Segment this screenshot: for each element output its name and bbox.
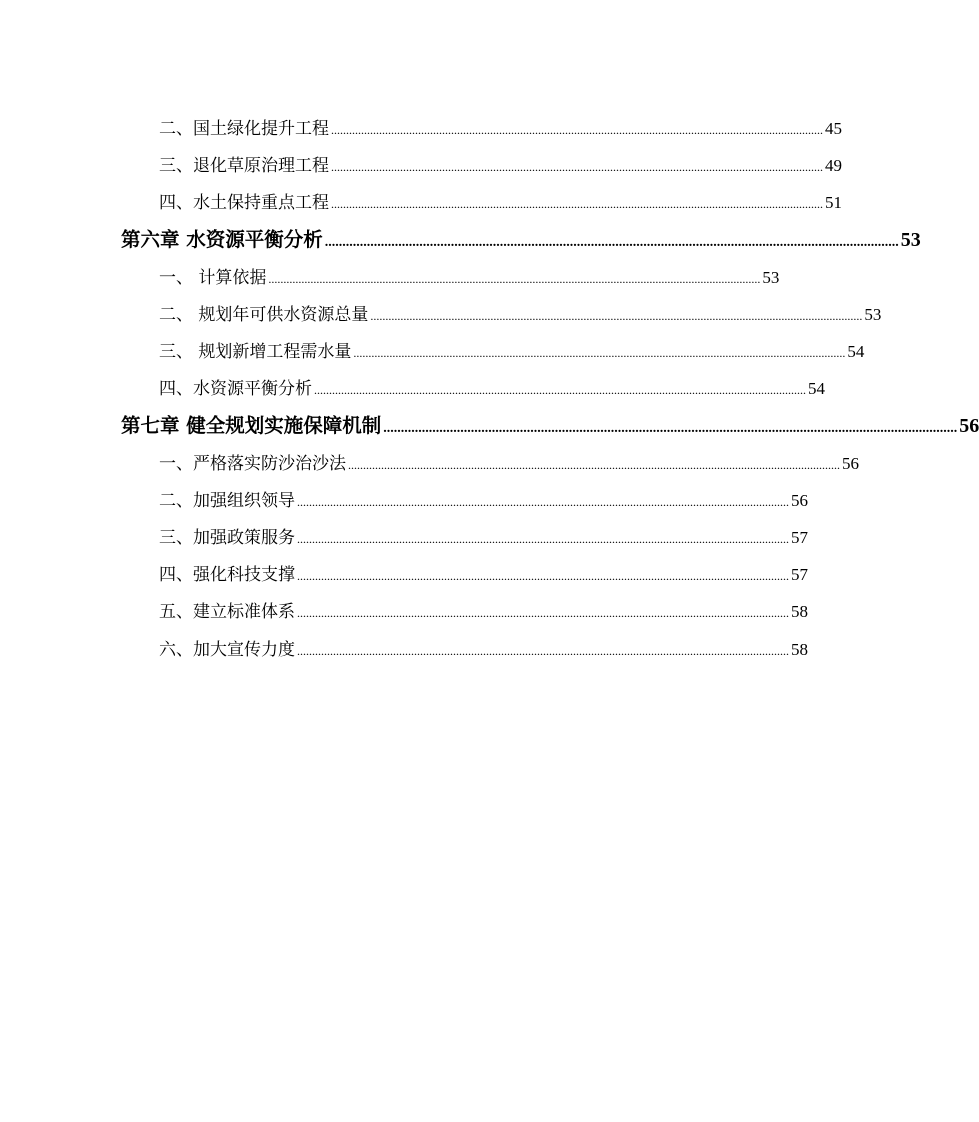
- toc-entry-organizational-leadership[interactable]: [159, 487, 808, 515]
- toc-dot-leader: ....................................................................................................................................................................: [353, 346, 846, 360]
- toc-dot-leader: ....................................................................................................................................................................: [331, 197, 823, 211]
- toc-entry-title: 二、加强组织领导: [159, 491, 295, 511]
- toc-entry-page: 58: [791, 640, 808, 659]
- toc-entry-soil-conservation[interactable]: [159, 189, 842, 217]
- toc-entry-title: 六、加大宣传力度: [159, 640, 295, 660]
- toc-chapter-7[interactable]: [121, 412, 979, 440]
- toc-entry-title: 五、建立标准体系: [159, 602, 295, 622]
- toc-dot-leader: ....................................................................................................................................................................: [331, 123, 823, 137]
- toc-entry-publicity[interactable]: [159, 636, 808, 664]
- toc-dot-leader: ....................................................................................................................................................................: [383, 421, 958, 436]
- toc-entry-title: 一、 计算依据: [159, 268, 267, 288]
- toc-entry-title: 四、水土保持重点工程: [159, 193, 329, 213]
- toc-dot-leader: ....................................................................................................................................................................: [297, 644, 789, 658]
- toc-entry-title: 三、退化草原治理工程: [159, 156, 329, 176]
- toc-entry-water-demand[interactable]: [159, 338, 865, 366]
- toc-entry-title: 二、国土绿化提升工程: [159, 119, 329, 139]
- toc-entry-page: 54: [808, 379, 825, 398]
- toc-entry-title: 四、强化科技支撑: [159, 565, 295, 585]
- toc-entry-page: 57: [791, 565, 808, 584]
- toc-entry-title: 一、严格落实防沙治沙法: [159, 454, 346, 474]
- toc-entry-page: 57: [791, 528, 808, 547]
- toc-dot-leader: ....................................................................................................................................................................: [324, 235, 899, 250]
- toc-entry-policy-services[interactable]: [159, 524, 808, 552]
- toc-entry-water-balance[interactable]: [159, 375, 825, 403]
- toc-entry-page: 45: [825, 119, 842, 138]
- toc-entry-tech-support[interactable]: [159, 561, 808, 589]
- toc-entry-calculation-basis[interactable]: [159, 264, 780, 292]
- toc-entry-title: 四、水资源平衡分析: [159, 379, 312, 399]
- toc-chapter-title: 第七章 健全规划实施保障机制: [121, 414, 382, 437]
- toc-entry-national-greening[interactable]: [159, 115, 842, 143]
- toc-entry-page: 56: [791, 491, 808, 510]
- toc-chapter-page: 56: [959, 415, 979, 437]
- toc-entry-water-supply[interactable]: [159, 301, 882, 329]
- toc-chapter-title: 第六章 水资源平衡分析: [121, 228, 323, 251]
- toc-entry-page: 58: [791, 602, 808, 621]
- toc-dot-leader: ....................................................................................................................................................................: [331, 160, 823, 174]
- toc-entry-desertification-law[interactable]: [159, 450, 859, 478]
- toc-entry-page: 53: [864, 305, 882, 324]
- toc-entry-grassland-restoration[interactable]: [159, 152, 842, 180]
- toc-entry-page: 51: [825, 193, 842, 212]
- toc-dot-leader: ....................................................................................................................................................................: [297, 606, 789, 620]
- toc-entry-page: 54: [847, 342, 865, 361]
- toc-entry-title: 三、加强政策服务: [159, 528, 295, 548]
- toc-dot-leader: ....................................................................................................................................................................: [297, 569, 789, 583]
- toc-entry-title: 二、 规划年可供水资源总量: [159, 305, 369, 325]
- toc-dot-leader: ....................................................................................................................................................................: [268, 272, 761, 286]
- toc-dot-leader: ....................................................................................................................................................................: [297, 495, 789, 509]
- toc-chapter-6[interactable]: [121, 226, 921, 254]
- toc-chapter-page: 53: [900, 229, 921, 251]
- toc-entry-standards-system[interactable]: [159, 598, 808, 626]
- toc-dot-leader: ....................................................................................................................................................................: [370, 309, 863, 323]
- toc-dot-leader: ....................................................................................................................................................................: [297, 532, 789, 546]
- toc-dot-leader: ....................................................................................................................................................................: [348, 458, 840, 472]
- toc-entry-page: 49: [825, 156, 842, 175]
- toc-dot-leader: ....................................................................................................................................................................: [314, 383, 806, 397]
- toc-entry-page: 56: [842, 454, 859, 473]
- toc-entry-page: 53: [762, 268, 780, 287]
- toc-entry-title: 三、 规划新增工程需水量: [159, 342, 352, 362]
